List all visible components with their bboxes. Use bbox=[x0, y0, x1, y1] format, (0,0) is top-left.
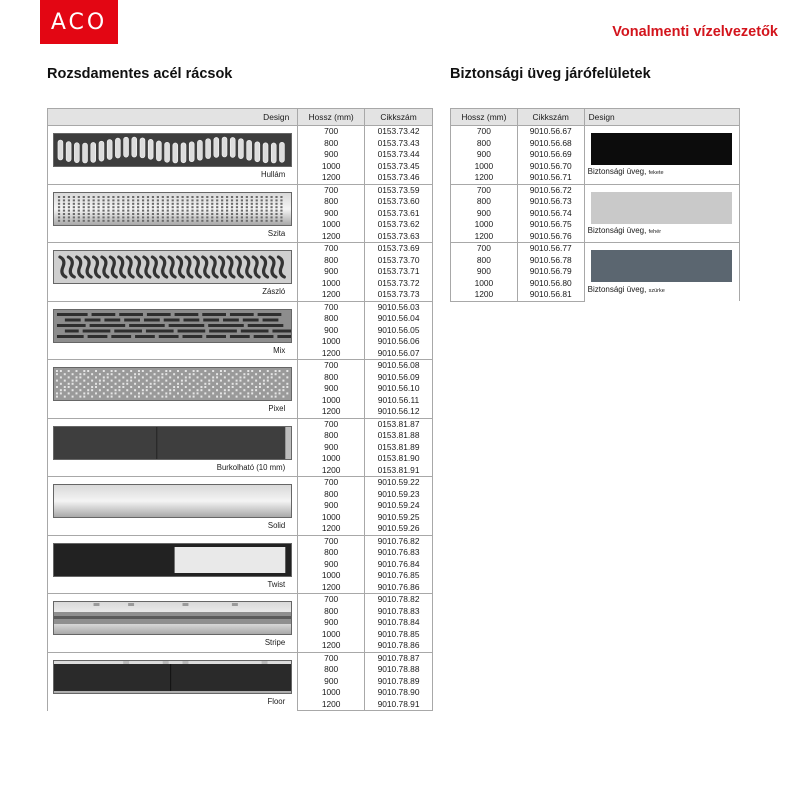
col-code: Cikkszám bbox=[517, 109, 584, 126]
length-cell: 1000 bbox=[298, 570, 365, 582]
col-code: Cikkszám bbox=[365, 109, 433, 126]
glass-row bbox=[451, 126, 740, 138]
grate-row bbox=[48, 535, 433, 547]
code-cell: 9010.78.84 bbox=[365, 617, 433, 629]
grate-image bbox=[53, 601, 292, 635]
glass-row bbox=[451, 243, 740, 255]
grate-image bbox=[53, 133, 292, 167]
grate-row bbox=[48, 418, 433, 430]
code-cell: 9010.56.73 bbox=[517, 196, 584, 208]
glass-color-name: szürke bbox=[648, 287, 665, 294]
code-cell: 9010.56.08 bbox=[365, 360, 433, 372]
code-cell: 0153.73.69 bbox=[365, 243, 433, 255]
length-cell: 700 bbox=[298, 594, 365, 606]
glass-header-row bbox=[451, 109, 740, 126]
code-cell: 0153.81.91 bbox=[365, 465, 433, 477]
length-cell: 900 bbox=[298, 325, 365, 337]
grate-design-cell bbox=[48, 535, 298, 594]
code-cell: 9010.56.74 bbox=[517, 208, 584, 220]
length-cell: 900 bbox=[298, 383, 365, 395]
length-cell: 1000 bbox=[298, 629, 365, 641]
code-cell: 9010.56.06 bbox=[365, 336, 433, 348]
grate-design-cell bbox=[48, 652, 298, 711]
grates-header-row bbox=[48, 109, 433, 126]
length-cell: 800 bbox=[451, 196, 518, 208]
length-cell: 1200 bbox=[298, 289, 365, 301]
code-cell: 9010.76.85 bbox=[365, 570, 433, 582]
glass-design-label bbox=[588, 225, 661, 239]
length-cell: 900 bbox=[298, 266, 365, 278]
code-cell: 9010.56.75 bbox=[517, 219, 584, 231]
code-cell: 0153.73.72 bbox=[365, 278, 433, 290]
code-cell: 0153.73.46 bbox=[365, 172, 433, 184]
grate-design-cell bbox=[48, 477, 298, 536]
code-cell: 0153.73.70 bbox=[365, 255, 433, 267]
length-cell: 1200 bbox=[298, 348, 365, 360]
code-cell: 9010.78.83 bbox=[365, 606, 433, 618]
left-section-title: Rozsdamentes acél rácsok bbox=[47, 66, 233, 82]
glass-row bbox=[451, 184, 740, 196]
glass-name: Biztonsági üveg, bbox=[587, 225, 647, 235]
grate-pattern bbox=[54, 251, 291, 283]
length-cell: 900 bbox=[298, 500, 365, 512]
length-cell: 800 bbox=[298, 547, 365, 559]
length-cell: 800 bbox=[298, 489, 365, 501]
length-cell: 900 bbox=[298, 442, 365, 454]
grate-pattern bbox=[54, 661, 291, 693]
length-cell: 1000 bbox=[451, 278, 518, 290]
grate-pattern bbox=[54, 602, 291, 634]
grate-design-label: Burkolható (10 mm) bbox=[216, 462, 286, 472]
grate-row bbox=[48, 652, 433, 664]
grate-design-label: Hullám bbox=[260, 170, 286, 179]
grate-row bbox=[48, 594, 433, 606]
code-cell: 9010.56.69 bbox=[517, 149, 584, 161]
length-cell: 900 bbox=[451, 266, 518, 278]
aco-logo bbox=[40, 0, 118, 44]
grate-pattern bbox=[54, 485, 291, 517]
length-cell: 700 bbox=[298, 652, 365, 664]
code-cell: 0153.73.73 bbox=[365, 289, 433, 301]
length-cell: 1000 bbox=[298, 512, 365, 524]
glass-design-label bbox=[588, 166, 664, 180]
grate-row bbox=[48, 126, 433, 138]
length-cell: 900 bbox=[451, 208, 518, 220]
glass-color-name: fekete bbox=[648, 170, 664, 176]
glass-design-label bbox=[588, 284, 665, 298]
code-cell: 9010.78.88 bbox=[365, 664, 433, 676]
code-cell: 9010.56.71 bbox=[517, 172, 584, 184]
code-cell: 9010.59.26 bbox=[365, 523, 433, 535]
length-cell: 800 bbox=[451, 255, 518, 267]
length-cell: 1000 bbox=[298, 336, 365, 348]
length-cell: 700 bbox=[298, 418, 365, 430]
code-cell: 0153.81.87 bbox=[365, 418, 433, 430]
grate-row bbox=[48, 243, 433, 255]
code-cell: 0153.73.44 bbox=[365, 149, 433, 161]
code-cell: 0153.73.45 bbox=[365, 161, 433, 173]
length-cell: 900 bbox=[298, 676, 365, 688]
code-cell: 9010.59.25 bbox=[365, 512, 433, 524]
length-cell: 900 bbox=[451, 149, 518, 161]
code-cell: 9010.76.86 bbox=[365, 582, 433, 594]
glass-name: Biztonsági üveg, bbox=[587, 284, 647, 294]
code-cell: 9010.56.76 bbox=[517, 231, 584, 243]
code-cell: 9010.76.83 bbox=[365, 547, 433, 559]
glass-name: Biztonsági üveg, bbox=[587, 167, 647, 176]
grate-image bbox=[53, 192, 292, 226]
code-cell: 0153.73.71 bbox=[365, 266, 433, 278]
length-cell: 800 bbox=[298, 313, 365, 325]
grate-image bbox=[53, 309, 292, 343]
length-cell: 1200 bbox=[298, 523, 365, 535]
code-cell: 9010.56.67 bbox=[517, 126, 584, 138]
code-cell: 9010.78.82 bbox=[365, 594, 433, 606]
length-cell: 700 bbox=[298, 301, 365, 313]
code-cell: 0153.73.60 bbox=[365, 196, 433, 208]
glass-swatch bbox=[591, 133, 732, 165]
code-cell: 0153.73.43 bbox=[365, 138, 433, 150]
length-cell: 1200 bbox=[451, 172, 518, 184]
code-cell: 0153.73.63 bbox=[365, 231, 433, 243]
glass-design-cell bbox=[584, 243, 739, 302]
code-cell: 0153.73.59 bbox=[365, 184, 433, 196]
glass-swatch bbox=[591, 250, 732, 282]
code-cell: 0153.81.88 bbox=[365, 430, 433, 442]
code-cell: 9010.78.85 bbox=[365, 629, 433, 641]
length-cell: 1000 bbox=[298, 278, 365, 290]
code-cell: 9010.76.84 bbox=[365, 559, 433, 571]
glass-color-name: fehér bbox=[648, 228, 662, 235]
length-cell: 700 bbox=[298, 243, 365, 255]
code-cell: 9010.78.89 bbox=[365, 676, 433, 688]
code-cell: 9010.56.07 bbox=[365, 348, 433, 360]
grate-pattern bbox=[54, 427, 291, 459]
grate-design-label: Twist bbox=[267, 579, 286, 589]
right-section-title: Biztonsági üveg járófelületek bbox=[450, 66, 651, 82]
grate-design-label: Szita bbox=[267, 228, 286, 238]
code-cell: 9010.56.81 bbox=[517, 289, 584, 301]
grate-row bbox=[48, 360, 433, 372]
code-cell: 9010.56.04 bbox=[365, 313, 433, 325]
length-cell: 1200 bbox=[298, 582, 365, 594]
code-cell: 0153.73.61 bbox=[365, 208, 433, 220]
grate-design-cell bbox=[48, 184, 298, 243]
col-design: Design bbox=[48, 109, 298, 126]
code-cell: 9010.56.78 bbox=[517, 255, 584, 267]
grate-image bbox=[53, 543, 292, 577]
length-cell: 700 bbox=[298, 535, 365, 547]
code-cell: 9010.78.86 bbox=[365, 640, 433, 652]
length-cell: 800 bbox=[298, 138, 365, 150]
grate-image bbox=[53, 426, 292, 460]
length-cell: 800 bbox=[298, 255, 365, 267]
length-cell: 1000 bbox=[451, 161, 518, 173]
length-cell: 800 bbox=[298, 606, 365, 618]
length-cell: 1000 bbox=[298, 395, 365, 407]
length-cell: 1200 bbox=[451, 289, 518, 301]
length-cell: 1200 bbox=[298, 465, 365, 477]
glass-design-cell bbox=[584, 184, 739, 243]
code-cell: 9010.59.24 bbox=[365, 500, 433, 512]
code-cell: 0153.81.89 bbox=[365, 442, 433, 454]
code-cell: 9010.56.80 bbox=[517, 278, 584, 290]
glass-swatch bbox=[591, 192, 732, 224]
length-cell: 1000 bbox=[298, 161, 365, 173]
col-length: Hossz (mm) bbox=[298, 109, 365, 126]
col-length: Hossz (mm) bbox=[451, 109, 518, 126]
code-cell: 9010.56.10 bbox=[365, 383, 433, 395]
grate-pattern bbox=[54, 134, 291, 166]
grate-design-cell bbox=[48, 243, 298, 302]
length-cell: 800 bbox=[451, 138, 518, 150]
length-cell: 1000 bbox=[298, 687, 365, 699]
grate-pattern bbox=[54, 368, 291, 400]
length-cell: 700 bbox=[451, 184, 518, 196]
grate-pattern bbox=[54, 310, 291, 342]
grate-design-label: Pixel bbox=[268, 404, 286, 413]
grate-pattern bbox=[54, 544, 291, 576]
grate-pattern bbox=[54, 193, 291, 225]
grate-design-label: Zászló bbox=[262, 287, 286, 296]
length-cell: 1200 bbox=[298, 406, 365, 418]
length-cell: 1200 bbox=[298, 172, 365, 184]
grate-row bbox=[48, 184, 433, 196]
code-cell: 9010.56.77 bbox=[517, 243, 584, 255]
grate-design-cell bbox=[48, 126, 298, 185]
code-cell: 9010.78.91 bbox=[365, 699, 433, 711]
length-cell: 700 bbox=[451, 126, 518, 138]
length-cell: 700 bbox=[298, 126, 365, 138]
length-cell: 700 bbox=[298, 184, 365, 196]
length-cell: 1000 bbox=[298, 453, 365, 465]
length-cell: 800 bbox=[298, 430, 365, 442]
code-cell: 9010.56.12 bbox=[365, 406, 433, 418]
grate-design-cell bbox=[48, 301, 298, 360]
code-cell: 9010.56.11 bbox=[365, 395, 433, 407]
glass-design-cell bbox=[584, 126, 739, 185]
grate-design-cell bbox=[48, 360, 298, 419]
length-cell: 700 bbox=[451, 243, 518, 255]
length-cell: 900 bbox=[298, 208, 365, 220]
code-cell: 9010.59.23 bbox=[365, 489, 433, 501]
grate-design-cell bbox=[48, 594, 298, 653]
code-cell: 9010.56.03 bbox=[365, 301, 433, 313]
code-cell: 0153.73.62 bbox=[365, 219, 433, 231]
page-title: Vonalmenti vízelvezetők bbox=[612, 24, 778, 40]
logo-text: ACO bbox=[50, 10, 108, 35]
col-design: Design bbox=[584, 109, 739, 126]
code-cell: 0153.73.42 bbox=[365, 126, 433, 138]
length-cell: 1000 bbox=[298, 219, 365, 231]
grate-design-label: Floor bbox=[267, 697, 286, 706]
glass-table bbox=[450, 108, 740, 302]
length-cell: 1200 bbox=[298, 640, 365, 652]
code-cell: 0153.81.90 bbox=[365, 453, 433, 465]
length-cell: 800 bbox=[298, 664, 365, 676]
grate-row bbox=[48, 477, 433, 489]
length-cell: 700 bbox=[298, 360, 365, 372]
length-cell: 700 bbox=[298, 477, 365, 489]
grate-image bbox=[53, 250, 292, 284]
length-cell: 800 bbox=[298, 196, 365, 208]
grate-image bbox=[53, 367, 292, 401]
code-cell: 9010.56.72 bbox=[517, 184, 584, 196]
code-cell: 9010.56.05 bbox=[365, 325, 433, 337]
code-cell: 9010.56.68 bbox=[517, 138, 584, 150]
grates-table bbox=[47, 108, 433, 711]
code-cell: 9010.59.22 bbox=[365, 477, 433, 489]
grate-image bbox=[53, 660, 292, 694]
grate-row bbox=[48, 301, 433, 313]
code-cell: 9010.76.82 bbox=[365, 535, 433, 547]
code-cell: 9010.56.09 bbox=[365, 372, 433, 384]
grate-design-cell bbox=[48, 418, 298, 477]
length-cell: 1000 bbox=[451, 219, 518, 231]
length-cell: 800 bbox=[298, 372, 365, 384]
code-cell: 9010.56.70 bbox=[517, 161, 584, 173]
length-cell: 900 bbox=[298, 149, 365, 161]
grate-design-label: Solid bbox=[267, 521, 286, 530]
code-cell: 9010.78.87 bbox=[365, 652, 433, 664]
length-cell: 1200 bbox=[298, 231, 365, 243]
length-cell: 900 bbox=[298, 617, 365, 629]
grate-design-label: Stripe bbox=[264, 638, 286, 647]
grate-image bbox=[53, 484, 292, 518]
length-cell: 900 bbox=[298, 559, 365, 571]
code-cell: 9010.56.79 bbox=[517, 266, 584, 278]
length-cell: 1200 bbox=[298, 699, 365, 711]
code-cell: 9010.78.90 bbox=[365, 687, 433, 699]
grate-design-label: Mix bbox=[273, 345, 286, 355]
length-cell: 1200 bbox=[451, 231, 518, 243]
